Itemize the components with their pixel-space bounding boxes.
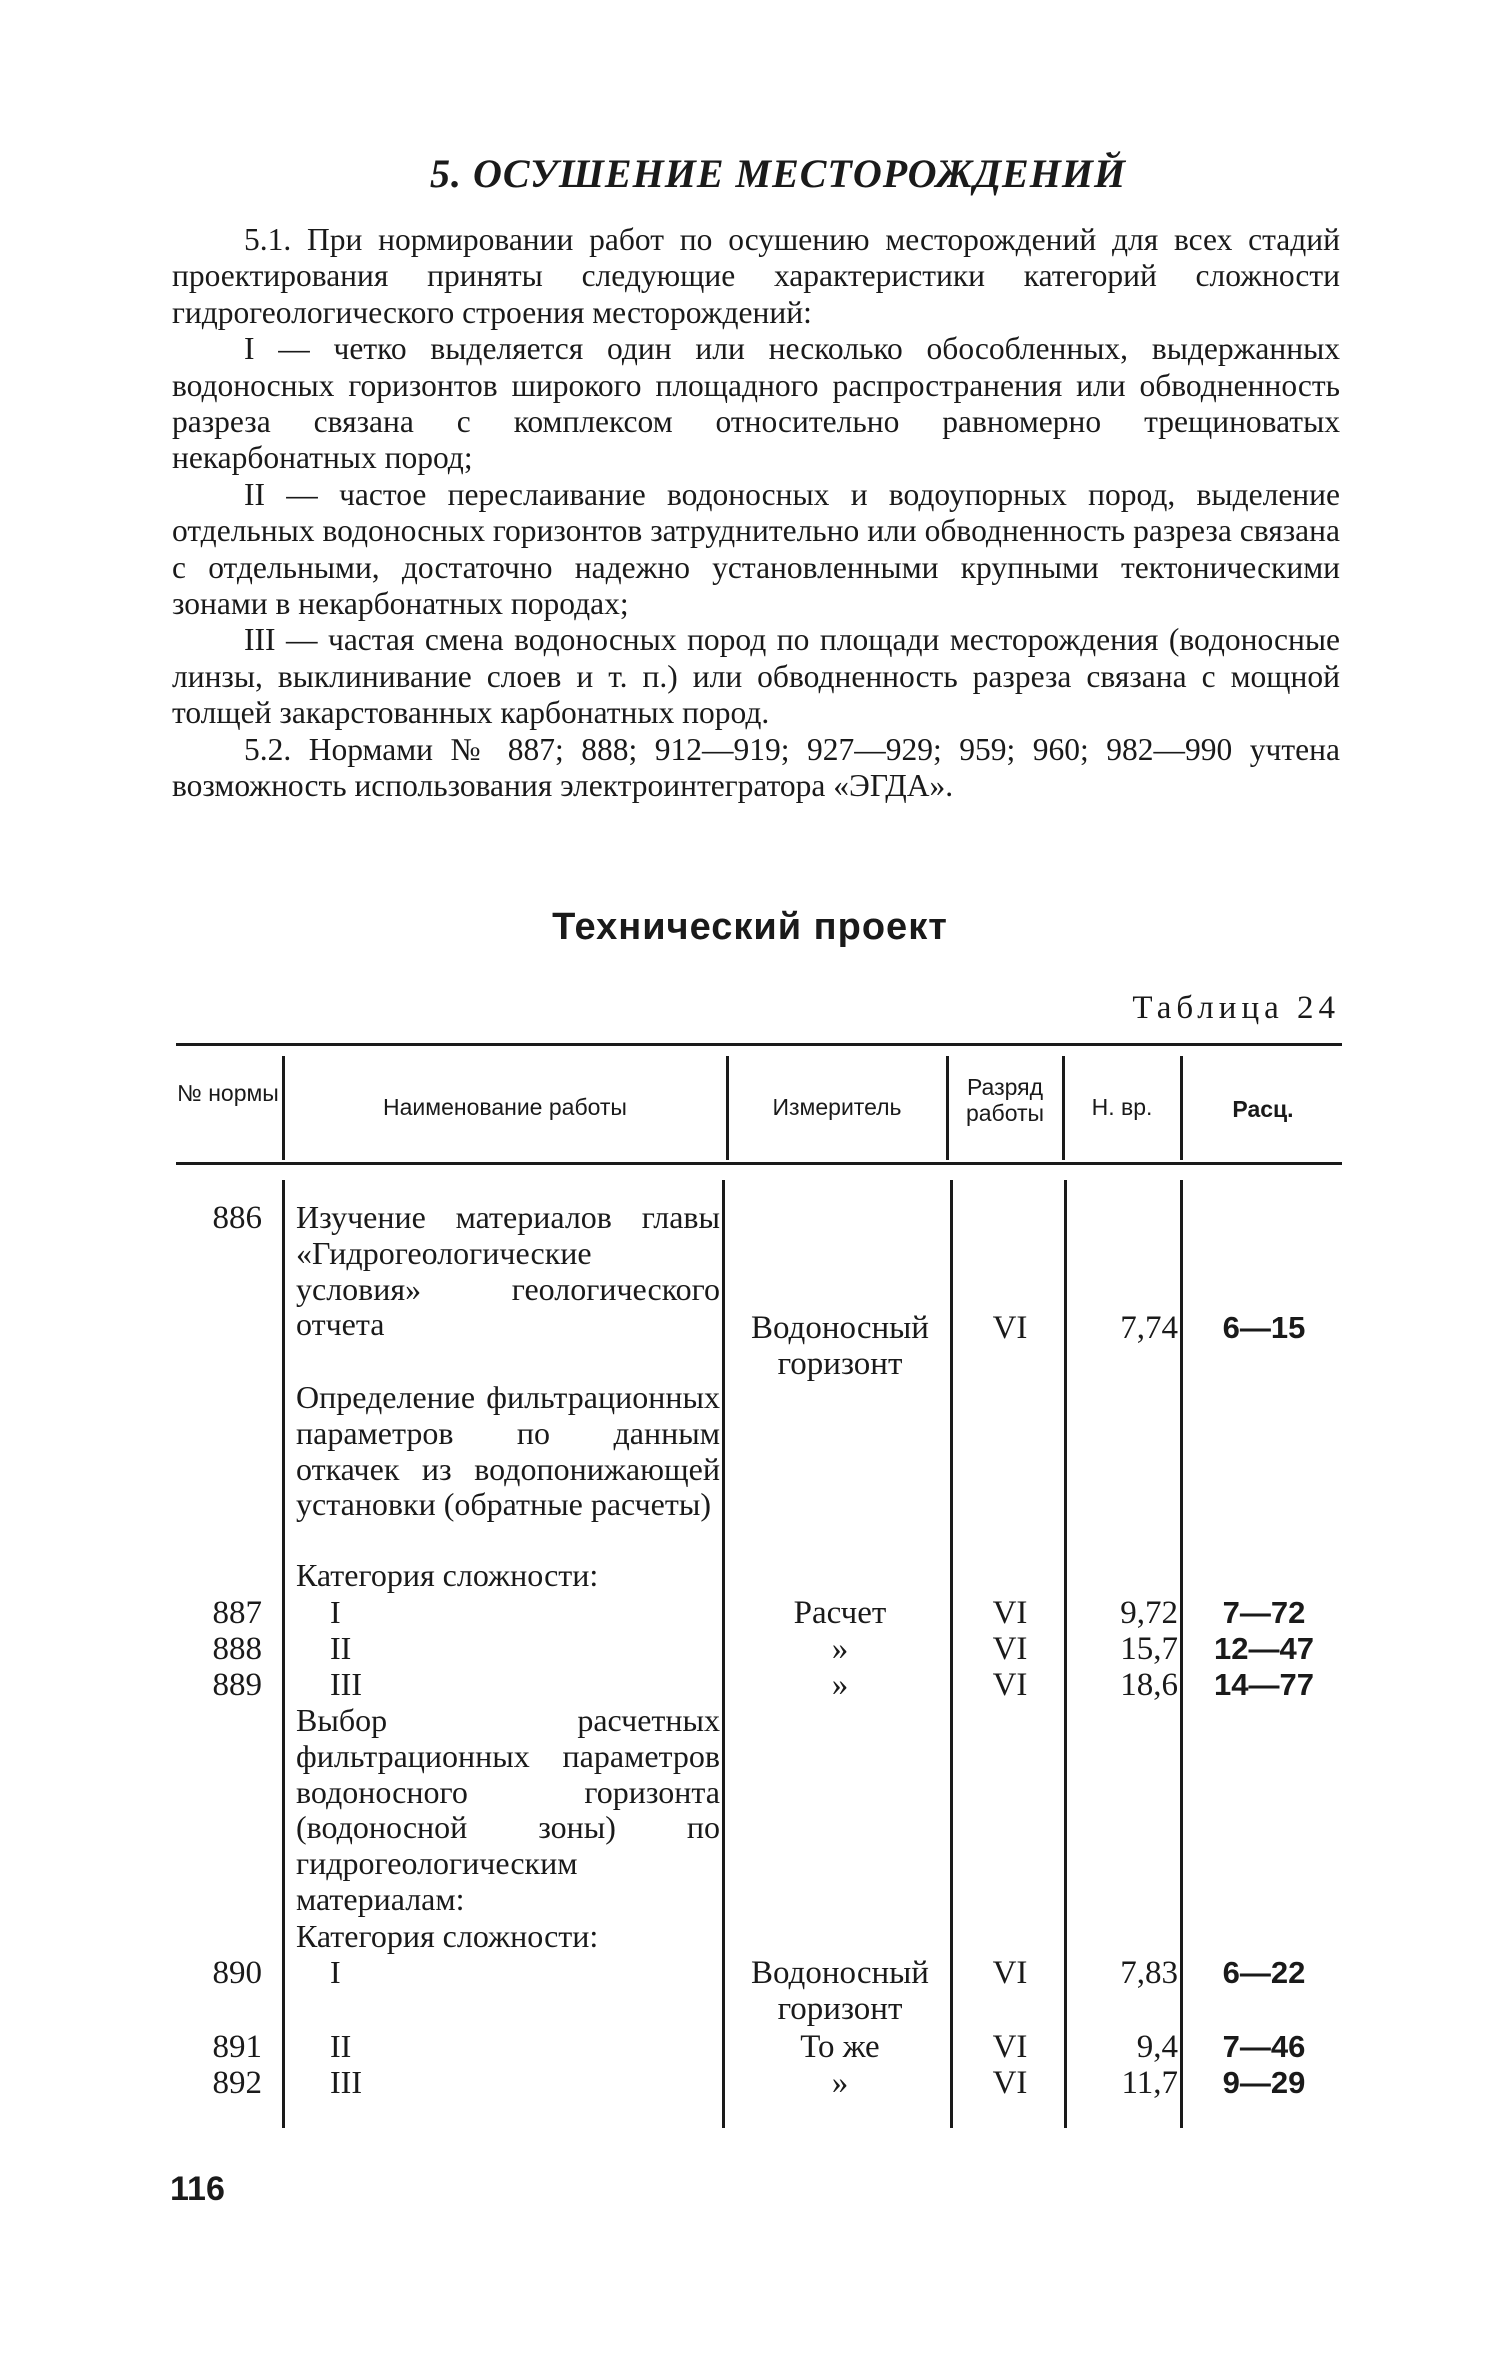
table-header-rule [176, 1162, 1342, 1165]
work-category-1: I [330, 1594, 341, 1630]
header-norm-no: № нормы [177, 1080, 279, 1106]
grade: VI [992, 1595, 1028, 1631]
rate: 9—29 [1222, 2065, 1306, 2100]
grade: VI [992, 2029, 1028, 2065]
measure: » [831, 1667, 849, 1703]
header-separator [1062, 1056, 1065, 1160]
work-choose-params: Выбор расчетных фильтрационных параметров водоносного горизонта (водоносной зоны) по гидрогеологическим материалам: [296, 1702, 720, 1917]
header-grade: Разряд работы [965, 1074, 1045, 1126]
rate: 12—47 [1214, 1631, 1314, 1666]
header-time: Н. вр. [1091, 1094, 1153, 1120]
norm-number: 891 [212, 2029, 262, 2065]
grade: VI [992, 1310, 1028, 1346]
work-category-2: II [330, 1630, 352, 1666]
grade: VI [992, 1631, 1028, 1667]
rate: 7—46 [1222, 2029, 1306, 2064]
work-complexity-label: Категория сложности: [296, 1918, 599, 1954]
measure: Водоносный горизонт [751, 1955, 929, 2027]
grade: VI [992, 2065, 1028, 2101]
rate: 14—77 [1214, 1667, 1314, 1702]
header-rate: Расц. [1232, 1096, 1294, 1122]
time-norm: 7,74 [1120, 1310, 1178, 1346]
measure: » [831, 2065, 849, 2101]
norm-number: 887 [212, 1595, 262, 1631]
work-category-1: I [330, 1954, 341, 1990]
table-label: Таблица 24 [1132, 990, 1340, 1026]
time-norm: 9,4 [1136, 2029, 1178, 2065]
time-norm: 11,7 [1121, 2065, 1178, 2101]
rate: 7—72 [1222, 1595, 1306, 1630]
measure: То же [800, 2029, 880, 2065]
time-norm: 7,83 [1120, 1955, 1178, 1991]
norm-number: 890 [212, 1955, 262, 1991]
norm-number: 889 [212, 1667, 262, 1703]
work-complexity-label: Категория сложности: [296, 1557, 599, 1593]
measure: » [831, 1631, 849, 1667]
header-work-name: Наименование работы [383, 1094, 627, 1120]
body-text [172, 222, 1340, 805]
work-category-3: III [330, 1666, 362, 1702]
table-top-rule [176, 1043, 1342, 1046]
measure: Расчет [793, 1595, 887, 1631]
norm-number: 892 [212, 2065, 262, 2101]
column-separator [1180, 1180, 1183, 2128]
page-number: 116 [170, 2170, 225, 2208]
work-category-2: II [330, 2028, 352, 2064]
norm-number: 888 [212, 1631, 262, 1667]
rate: 6—22 [1222, 1955, 1306, 1990]
time-norm: 18,6 [1120, 1667, 1178, 1703]
section-title: 5. ОСУШЕНИЕ МЕСТОРОЖДЕНИЙ [430, 151, 1127, 196]
time-norm: 9,72 [1120, 1595, 1178, 1631]
work-category-3: III [330, 2064, 362, 2100]
work-filtration-params: Определение фильтрационных параметров по данным откачек из водопонижающей установки (обратные расчеты) [296, 1379, 720, 1523]
header-separator [282, 1056, 285, 1160]
header-measure: Измеритель [772, 1094, 902, 1120]
norm-number: 886 [212, 1200, 262, 1236]
measure: Водоносный горизонт [751, 1310, 929, 1382]
paragraph-5-2: 5.2. Нормами № 887; 888; 912—919; 927—929; 959; 960; 982—990 учтена возможность использования электроинтегратора «ЭГДА». [172, 731, 1340, 804]
paragraph-5-1: 5.1. При нормировании работ по осушению месторождений для всех стадий проектирования приняты следующие характеристики категорий сложности гидрогеологического строения месторождений: [172, 222, 1340, 330]
time-norm: 15,7 [1120, 1631, 1178, 1667]
grade: VI [992, 1667, 1028, 1703]
subtitle: Технический проект [552, 906, 948, 948]
header-separator [1180, 1056, 1183, 1160]
work-study-chapter: Изучение материалов главы «Гидрогеологические условия» геологического отчета [296, 1199, 720, 1343]
header-separator [946, 1056, 949, 1160]
paragraph-category-2: II — частое переслаивание водоносных и водоупорных пород, выделение отдельных водоносных горизонтов затруднительно или обводненность разреза связана с отдельными, достаточно надежно установленными крупными тектоническими зонами в некарбонатных породах; [172, 476, 1340, 622]
rate: 6—15 [1222, 1310, 1306, 1345]
grade: VI [992, 1955, 1028, 1991]
column-separator [282, 1180, 285, 2128]
paragraph-category-1: I — четко выделяется один или несколько обособленных, выдержанных водоносных горизонтов широкого площадного распространения или обводненность разреза связана с комплексом относительно равномерно трещиноватых некарбонатных пород; [172, 331, 1340, 476]
paragraph-category-3: III — частая смена водоносных пород по площади месторождения (водоносные линзы, выклинивание слоев и т. п.) или обводненность разреза связана с мощной толщей закарстованных карбонатных пород. [172, 622, 1340, 731]
header-separator [726, 1056, 729, 1160]
